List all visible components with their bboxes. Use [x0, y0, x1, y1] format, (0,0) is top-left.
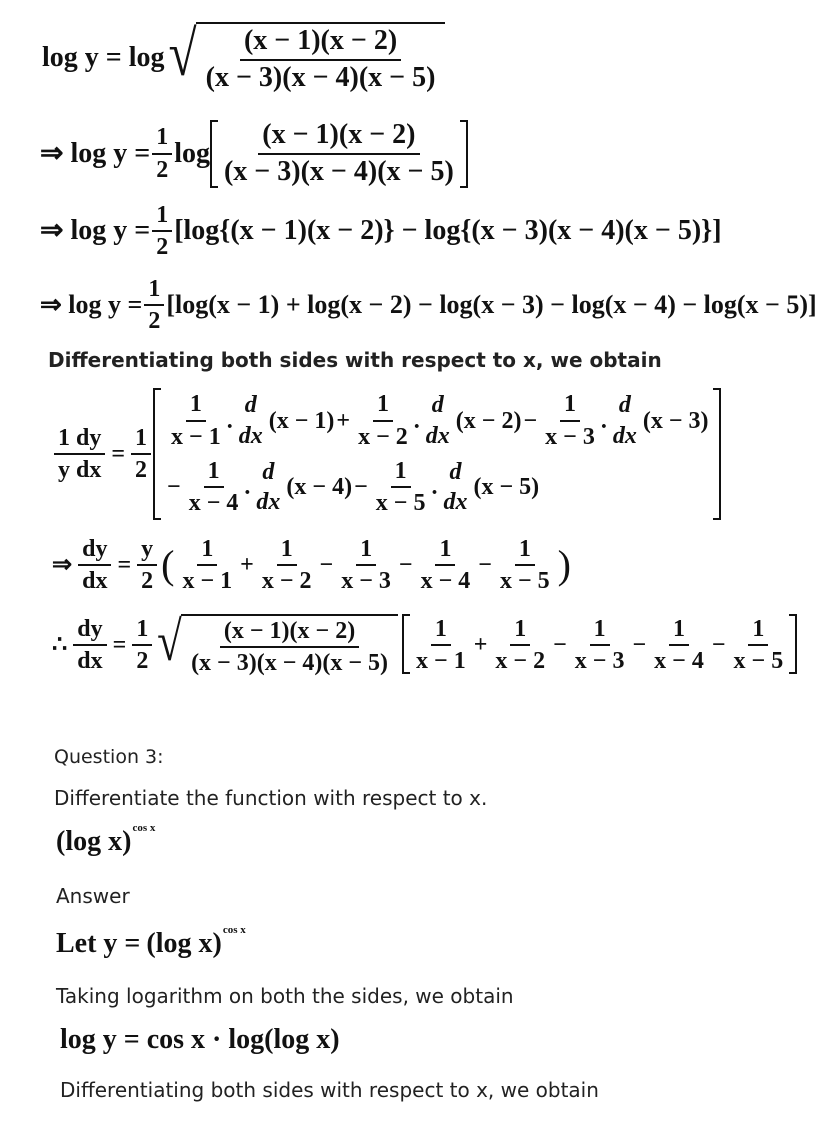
fraction-denominator: (x − 3)(x − 4)(x − 5)	[205, 61, 436, 93]
paragraph-differentiating-2: Differentiating both sides with respect to x, we obtain	[60, 1078, 599, 1102]
lhs-denominator: y dx	[58, 457, 102, 483]
y-numerator: y	[137, 536, 157, 566]
therefore-symbol: ∴	[52, 632, 68, 659]
derivative-operator	[609, 392, 641, 449]
term-numerator: 1	[431, 616, 451, 646]
derivative-numerator: d	[262, 459, 275, 485]
derivative-numerator: d	[449, 459, 462, 485]
derivative-operator	[422, 392, 454, 449]
term-denominator: x − 2	[495, 648, 546, 675]
square-root: √ $\frac{(x - 1)(x - 2)}{(x - 3)(x - 4)(x - 5)}$	[154, 614, 398, 677]
term-numerator: 1	[515, 536, 535, 566]
derivative-argument: (x − 5)	[473, 474, 540, 501]
derivative-denominator: dx	[256, 489, 281, 516]
term-denominator: x − 5	[733, 648, 784, 675]
log-label: log	[174, 137, 210, 169]
lhs-denominator: dx	[82, 568, 108, 595]
coefficient-denominator: 2	[156, 234, 169, 261]
equation-line-4	[40, 276, 817, 335]
term-denominator: x − 1	[171, 423, 221, 450]
operator-sign: −	[632, 632, 647, 659]
log-equation: log y = cos x · log(log x)	[60, 1024, 340, 1055]
equation-line-1	[42, 18, 445, 94]
bracket-row-1	[165, 391, 708, 450]
term-numerator: 1	[560, 391, 580, 421]
term-fraction	[730, 616, 788, 675]
operator-sign: −	[553, 632, 567, 659]
coefficient-numerator: 1	[152, 202, 172, 232]
lhs-denominator: dx	[77, 648, 103, 675]
term-fraction	[185, 458, 243, 517]
dot-operator: .	[244, 474, 251, 501]
square-root: √ $\frac{(x - 1)(x - 2)}{(x - 3)(x - 4)(x - 5)}$	[165, 22, 446, 94]
fraction-denominator: (x − 3)(x − 4)(x − 5)	[191, 650, 389, 677]
coefficient-denominator: 2	[156, 156, 169, 183]
equation-line-2	[40, 120, 468, 188]
term-numerator: 1	[669, 616, 689, 646]
coefficient-numerator: 1	[131, 425, 151, 455]
term-denominator: x − 4	[188, 490, 239, 517]
coefficient-denominator: 2	[148, 308, 161, 335]
term-denominator: x − 2	[261, 568, 312, 595]
bracket-row-2	[165, 458, 708, 517]
fraction-numerator: (x − 1)(x − 2)	[258, 120, 419, 155]
equation-body: [log(x − 1) + log(x − 2) − log(x − 3) − log(x − 4) − log(x − 5)]	[166, 290, 817, 320]
derivative-argument: (x − 2)	[455, 407, 522, 434]
term-numerator: 1	[391, 458, 411, 488]
bracket-contents	[161, 391, 712, 517]
function-exponent: cos x	[132, 821, 156, 834]
term-denominator: x − 5	[375, 490, 426, 517]
dot-operator: .	[226, 407, 233, 434]
derivative-denominator: dx	[238, 422, 263, 449]
term-fraction	[417, 536, 475, 595]
term-fraction	[354, 391, 412, 450]
equation-line-5	[52, 388, 721, 520]
term-numerator: 1	[748, 616, 768, 646]
derivative-argument: (x − 1)	[268, 407, 335, 434]
term-denominator: x − 4	[654, 648, 704, 675]
equals-sign: =	[112, 632, 127, 659]
term-fraction	[178, 536, 236, 595]
derivative-operator	[252, 459, 284, 516]
term-fraction	[650, 616, 708, 675]
derivative-argument: (x − 3)	[642, 407, 709, 434]
equation-lhs: ⇒ log y =	[40, 137, 151, 169]
operator-sign: −	[478, 552, 492, 579]
operator-sign: −	[167, 474, 181, 501]
dot-operator: .	[600, 407, 607, 434]
term-denominator: x − 4	[420, 568, 471, 595]
term-fraction	[372, 458, 430, 517]
equals-sign: =	[111, 441, 126, 467]
let-prefix: Let y =	[56, 928, 141, 959]
derivative-numerator: d	[431, 392, 444, 419]
paragraph-taking-log: Taking logarithm on both the sides, we obtain	[56, 984, 514, 1008]
term-fraction	[491, 616, 549, 675]
fraction-numerator: (x − 1)(x − 2)	[220, 618, 359, 648]
operator-sign: −	[319, 552, 334, 579]
coefficient-numerator: 1	[144, 276, 164, 306]
term-fraction	[337, 536, 395, 595]
lhs-numerator: 1 dy	[54, 425, 105, 455]
dot-operator: .	[431, 474, 438, 501]
derivative-argument: (x − 4)	[286, 474, 353, 501]
term-denominator: x − 2	[358, 423, 408, 450]
term-denominator: x − 1	[416, 648, 466, 675]
term-fraction	[412, 616, 470, 675]
question-heading: Question 3:	[54, 746, 164, 768]
equation-lhs: ⇒ log y =	[40, 215, 151, 247]
implies-symbol: ⇒	[52, 552, 73, 579]
lhs-numerator: dy	[78, 536, 111, 566]
derivative-operator	[439, 459, 471, 516]
operator-sign: +	[240, 552, 254, 579]
operator-sign: +	[336, 407, 351, 434]
operator-sign: −	[711, 632, 726, 659]
term-numerator: 1	[510, 616, 530, 646]
coefficient-denominator: 2	[136, 648, 149, 675]
equation-line-6: ⇒ $\frac{dy}{dx}$ = $\frac{y}{2}$ ( $\frac{1}{x - 1}$ + $\frac{1}{x - 2}$ − $\frac{1}{x - 3}$ − $\frac{1}{x - 4}$ − $\frac{1}{x - 5}$ )	[52, 536, 571, 595]
y-denominator: 2	[141, 568, 154, 595]
term-numerator: 1	[277, 536, 297, 566]
term-denominator: x − 3	[574, 648, 625, 675]
term-denominator: x − 1	[182, 568, 233, 595]
term-numerator: 1	[435, 536, 455, 566]
derivative-denominator: dx	[443, 489, 468, 516]
term-fraction	[258, 536, 316, 595]
term-denominator: x − 3	[545, 423, 595, 450]
fraction-numerator: (x − 1)(x − 2)	[240, 26, 401, 61]
term-fraction	[541, 391, 599, 450]
term-denominator: x − 5	[499, 568, 550, 595]
operator-sign: −	[354, 474, 368, 501]
term-fraction	[167, 391, 225, 450]
function-base: (log x)	[56, 826, 132, 857]
term-numerator: 1	[356, 536, 376, 566]
let-base: (log x)	[146, 928, 222, 959]
sum-terms	[176, 536, 555, 595]
operator-sign: −	[398, 552, 413, 579]
derivative-numerator: d	[618, 392, 631, 419]
answer-label: Answer	[56, 884, 130, 908]
equation-lhs: log y = log	[42, 41, 165, 73]
term-numerator: 1	[186, 391, 206, 421]
coefficient-numerator: 1	[152, 124, 172, 154]
equation-line-7	[52, 611, 797, 677]
derivative-denominator: dx	[425, 422, 450, 449]
question-prompt: Differentiate the function with respect to x.	[54, 786, 488, 810]
equation-line-3	[40, 202, 722, 261]
question-function	[56, 821, 156, 857]
let-exponent: cos x	[222, 923, 246, 936]
let-equation	[56, 923, 246, 959]
fraction-denominator: (x − 3)(x − 4)(x − 5)	[223, 155, 454, 187]
coefficient-numerator: 1	[132, 616, 152, 646]
derivative-denominator: dx	[612, 422, 637, 449]
derivative-operator	[235, 392, 267, 449]
equation-lhs: ⇒ log y =	[40, 290, 143, 320]
lhs-numerator: dy	[73, 616, 106, 646]
term-denominator: x − 3	[341, 568, 391, 595]
term-numerator: 1	[197, 536, 217, 566]
term-numerator: 1	[373, 391, 393, 421]
dot-operator: .	[413, 407, 420, 434]
sum-terms	[410, 616, 789, 675]
paragraph-differentiating: Differentiating both sides with respect to x, we obtain	[48, 348, 662, 372]
term-numerator: 1	[590, 616, 610, 646]
operator-sign: +	[473, 632, 488, 659]
term-numerator: 1	[204, 458, 224, 488]
derivative-numerator: d	[244, 392, 257, 419]
operator-sign: −	[523, 407, 538, 434]
equation-body: [log{(x − 1)(x − 2)} − log{(x − 3)(x − 4)(x − 5)}]	[174, 215, 722, 247]
equals-sign: =	[117, 552, 132, 579]
term-fraction	[496, 536, 554, 595]
term-fraction	[571, 616, 629, 675]
coefficient-denominator: 2	[135, 457, 148, 483]
